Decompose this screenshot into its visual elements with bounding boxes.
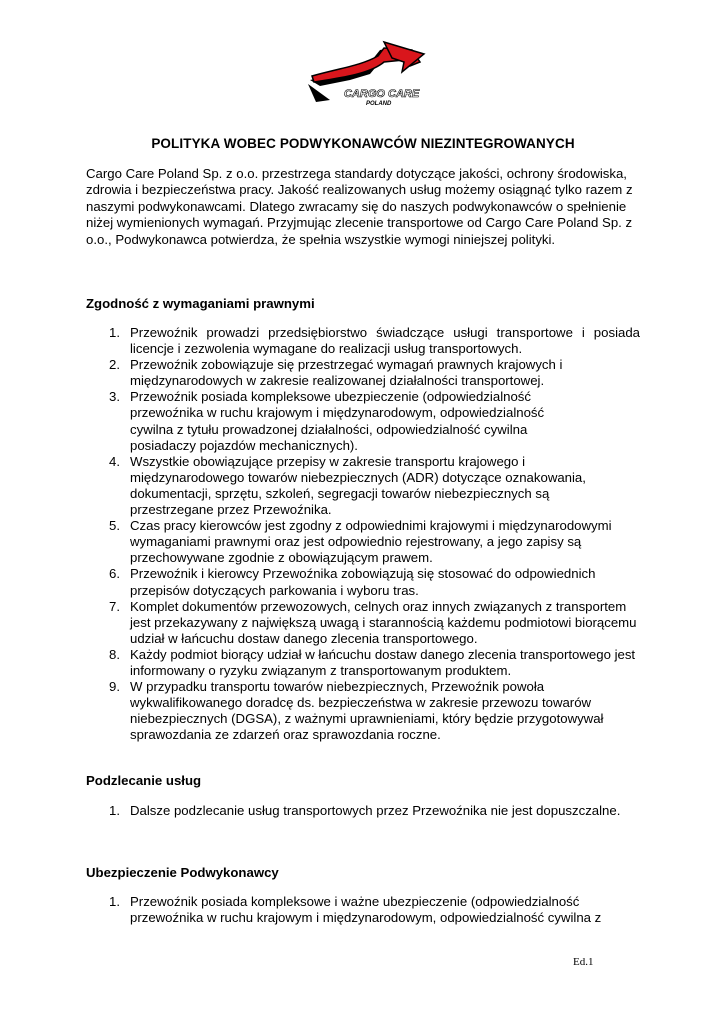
list-item: 8. Każdy podmiot biorący udział w łańcuchu dostaw danego zlecenia transportowego jest informowany o ryzyku związanym z transportowanym produktem. [109,646,636,678]
section-heading-legal: Zgodność z wymaganiami prawnymi [86,296,315,311]
section-heading-subcontracting: Podzlecanie usług [86,773,202,788]
subcontracting-list [86,803,640,819]
list-item: 5. Czas pracy kierowców jest zgodny z odpowiednimi krajowymi i międzynarodowymi wymaganiami prawnymi oraz jest odpowiednio rejestrowany, a jego zapisy są przechowywane zgodnie z obowiązującym prawem. [109,518,612,566]
red-arrow-logo-icon [300,40,430,118]
list-item: 6. Przewoźnik i kierowcy Przewoźnika zobowiązują się stosować do odpowiednich przepisów dotyczących parkowania i wyboru tras. [109,566,596,598]
list-item: 1. Dalsze podzlecanie usług transportowych przez Przewoźnika nie jest dopuszczalne. [109,803,621,818]
list-item: 1. Przewoźnik posiada kompleksowe i ważne ubezpieczenie (odpowiedzialność przewoźnika w ruchu krajowym i międzynarodowym, odpowiedzialność cywilna z [109,894,602,926]
legal-requirements-list [86,325,640,743]
list-item: 9. W przypadku transportu towarów niebezpiecznych, Przewoźnik powoła wykwalifikowanego doradcę ds. bezpieczeństwa w zakresie przewozu towarów niebezpiecznych (DGSA), z ważnymi uprawnieniami, który będzie przygotowywał sprawozdania ze zdarzeń oraz sprawozdania roczne. [109,679,604,743]
list-item: 3. Przewoźnik posiada kompleksowe ubezpieczenie (odpowiedzialność przewoźnika w ruchu krajowym i międzynarodowym, odpowiedzialność cywilna z tytułu prowadzonej działalności, odpowiedzialność cywilna posiadaczy pojazdów mechanicznych). [109,389,545,453]
list-item: 1. Przewoźnik prowadzi przedsiębiorstwo świadczące usługi transportowe i posiada licencje i zezwolenia wymagane do realizacji usług transportowych. [109,325,640,357]
document-title: POLITYKA WOBEC PODWYKONAWCÓW NIEZINTEGROWANYCH [151,136,575,151]
logo-brand-text: CARGO CARE [344,88,420,100]
edition-label: Ed.1 [573,956,594,968]
logo-sub-text: POLAND [366,101,392,107]
insurance-list [86,894,640,926]
section-heading-insurance: Ubezpieczenie Podwykonawcy [86,865,279,880]
list-item: 4. Wszystkie obowiązujące przepisy w zakresie transportu krajowego i międzynarodowego towarów niebezpiecznych (ADR) dotyczące oznakowania, dokumentacji, sprzętu, szkoleń, segregacji towarów niebezpiecznych są przestrzegane przez Przewoźnika. [109,453,586,518]
list-item: 2. Przewoźnik zobowiązuje się przestrzegać wymagań prawnych krajowych i międzynarodowych w zakresie realizowanej działalności transportowej. [109,357,563,389]
list-item: 7. Komplet dokumentów przewozowych, celnych oraz innych związanych z transportem jest przekazywany z największą uwagą i starannością każdemu podmiotowi biorącemu udział w łańcuchu dostaw danego zlecenia transportowego. [109,598,637,646]
intro-paragraph: Cargo Care Poland Sp. z o.o. przestrzega standardy dotyczące jakości, ochrony środowiska, zdrowia i bezpieczeństwa pracy. Jakość realizowanych usług możemy osiągnąć tylko razem z naszymi podwykonawcami. Dlatego zwracamy się do naszych podwykonawców o spełnienie niżej wymienionych wymagań. Przyjmując zlecenie transportowe od Cargo Care Poland Sp. z o.o., Podwykonawca potwierdza, że spełnia wszystkie wymogi niniejszej polityki. [86,166,633,247]
